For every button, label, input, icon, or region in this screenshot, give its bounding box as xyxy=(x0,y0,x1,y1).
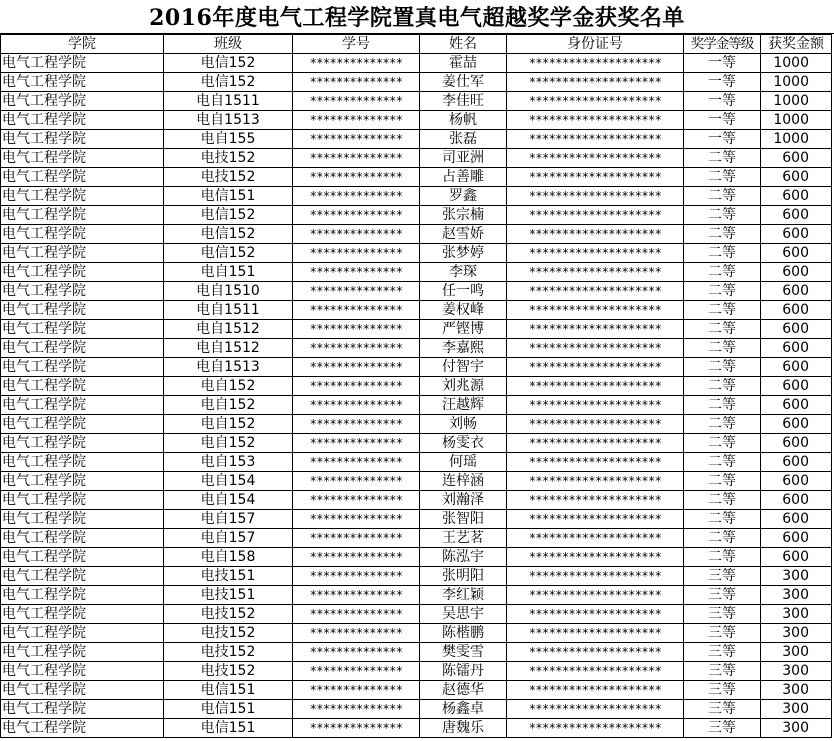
cell-class: 电信152 xyxy=(164,225,293,244)
cell-amount: 600 xyxy=(761,548,832,567)
cell-level: 二等 xyxy=(684,415,761,434)
cell-college: 电气工程学院 xyxy=(1,54,164,73)
cell-class: 电信151 xyxy=(164,700,293,719)
cell-level: 三等 xyxy=(684,719,761,738)
cell-class: 电自154 xyxy=(164,472,293,491)
cell-name: 李红颖 xyxy=(420,586,507,605)
table-row xyxy=(1,168,832,187)
cell-student-id: ************** xyxy=(293,244,420,263)
cell-college: 电气工程学院 xyxy=(1,358,164,377)
cell-name: 罗鑫 xyxy=(420,187,507,206)
cell-student-id: ************** xyxy=(293,263,420,282)
cell-amount: 600 xyxy=(761,244,832,263)
cell-id-number: ******************** xyxy=(507,662,684,681)
cell-student-id: ************** xyxy=(293,510,420,529)
cell-student-id: ************** xyxy=(293,567,420,586)
cell-class: 电自1512 xyxy=(164,339,293,358)
cell-student-id: ************** xyxy=(293,225,420,244)
cell-amount: 300 xyxy=(761,605,832,624)
cell-level: 二等 xyxy=(684,263,761,282)
cell-student-id: ************** xyxy=(293,282,420,301)
cell-college: 电气工程学院 xyxy=(1,168,164,187)
cell-amount: 600 xyxy=(761,339,832,358)
cell-level: 二等 xyxy=(684,206,761,225)
table-row xyxy=(1,206,832,225)
cell-amount: 300 xyxy=(761,567,832,586)
cell-id-number: ******************** xyxy=(507,339,684,358)
cell-level: 二等 xyxy=(684,529,761,548)
cell-class: 电信152 xyxy=(164,244,293,263)
cell-name: 严铿博 xyxy=(420,320,507,339)
cell-name: 杨帆 xyxy=(420,111,507,130)
cell-college: 电气工程学院 xyxy=(1,206,164,225)
cell-level: 三等 xyxy=(684,643,761,662)
cell-level: 三等 xyxy=(684,681,761,700)
cell-id-number: ******************** xyxy=(507,624,684,643)
cell-student-id: ************** xyxy=(293,358,420,377)
table-row xyxy=(1,377,832,396)
cell-class: 电信152 xyxy=(164,206,293,225)
cell-level: 二等 xyxy=(684,396,761,415)
cell-class: 电自152 xyxy=(164,377,293,396)
table-row xyxy=(1,92,832,111)
cell-college: 电气工程学院 xyxy=(1,92,164,111)
cell-student-id: ************** xyxy=(293,168,420,187)
cell-class: 电自155 xyxy=(164,130,293,149)
cell-class: 电信151 xyxy=(164,719,293,738)
cell-amount: 600 xyxy=(761,320,832,339)
cell-amount: 600 xyxy=(761,377,832,396)
table-body xyxy=(1,54,832,738)
cell-amount: 600 xyxy=(761,529,832,548)
table-row xyxy=(1,111,832,130)
cell-college: 电气工程学院 xyxy=(1,605,164,624)
cell-student-id: ************** xyxy=(293,339,420,358)
cell-level: 二等 xyxy=(684,301,761,320)
cell-name: 霍喆 xyxy=(420,54,507,73)
cell-class: 电自157 xyxy=(164,510,293,529)
cell-college: 电气工程学院 xyxy=(1,491,164,510)
header-class: 班级 xyxy=(164,35,293,54)
cell-id-number: ******************** xyxy=(507,491,684,510)
cell-level: 二等 xyxy=(684,453,761,472)
cell-id-number: ******************** xyxy=(507,719,684,738)
cell-amount: 300 xyxy=(761,700,832,719)
cell-college: 电气工程学院 xyxy=(1,453,164,472)
cell-student-id: ************** xyxy=(293,605,420,624)
table-row xyxy=(1,415,832,434)
table-row xyxy=(1,358,832,377)
cell-amount: 600 xyxy=(761,168,832,187)
table-row xyxy=(1,453,832,472)
cell-college: 电气工程学院 xyxy=(1,510,164,529)
cell-name: 何瑶 xyxy=(420,453,507,472)
cell-student-id: ************** xyxy=(293,719,420,738)
cell-college: 电气工程学院 xyxy=(1,529,164,548)
cell-college: 电气工程学院 xyxy=(1,320,164,339)
table-row xyxy=(1,225,832,244)
cell-student-id: ************** xyxy=(293,92,420,111)
cell-id-number: ******************** xyxy=(507,320,684,339)
cell-student-id: ************** xyxy=(293,700,420,719)
cell-student-id: ************** xyxy=(293,377,420,396)
cell-college: 电气工程学院 xyxy=(1,472,164,491)
cell-student-id: ************** xyxy=(293,662,420,681)
cell-name: 赵雪娇 xyxy=(420,225,507,244)
award-table xyxy=(0,34,832,738)
cell-college: 电气工程学院 xyxy=(1,624,164,643)
cell-amount: 600 xyxy=(761,491,832,510)
table-row xyxy=(1,130,832,149)
cell-college: 电气工程学院 xyxy=(1,377,164,396)
cell-id-number: ******************** xyxy=(507,358,684,377)
table-row xyxy=(1,719,832,738)
cell-id-number: ******************** xyxy=(507,396,684,415)
cell-name: 张宗楠 xyxy=(420,206,507,225)
cell-college: 电气工程学院 xyxy=(1,111,164,130)
cell-amount: 600 xyxy=(761,510,832,529)
cell-student-id: ************** xyxy=(293,301,420,320)
cell-student-id: ************** xyxy=(293,472,420,491)
cell-id-number: ******************** xyxy=(507,434,684,453)
cell-student-id: ************** xyxy=(293,586,420,605)
cell-level: 一等 xyxy=(684,92,761,111)
cell-amount: 600 xyxy=(761,263,832,282)
table-row xyxy=(1,434,832,453)
cell-class: 电自152 xyxy=(164,434,293,453)
cell-level: 二等 xyxy=(684,320,761,339)
cell-id-number: ******************** xyxy=(507,187,684,206)
cell-id-number: ******************** xyxy=(507,605,684,624)
cell-class: 电技152 xyxy=(164,624,293,643)
table-row xyxy=(1,510,832,529)
cell-amount: 600 xyxy=(761,472,832,491)
cell-amount: 600 xyxy=(761,453,832,472)
table-row xyxy=(1,54,832,73)
header-student-id: 学号 xyxy=(293,35,420,54)
cell-college: 电气工程学院 xyxy=(1,149,164,168)
cell-college: 电气工程学院 xyxy=(1,130,164,149)
cell-id-number: ******************** xyxy=(507,206,684,225)
cell-name: 张明阳 xyxy=(420,567,507,586)
cell-id-number: ******************** xyxy=(507,73,684,92)
table-row xyxy=(1,700,832,719)
table-row xyxy=(1,624,832,643)
cell-student-id: ************** xyxy=(293,396,420,415)
cell-class: 电信151 xyxy=(164,187,293,206)
cell-student-id: ************** xyxy=(293,681,420,700)
cell-class: 电技151 xyxy=(164,567,293,586)
cell-student-id: ************** xyxy=(293,130,420,149)
cell-class: 电自154 xyxy=(164,491,293,510)
table-row xyxy=(1,491,832,510)
cell-name: 姜权峰 xyxy=(420,301,507,320)
cell-id-number: ******************** xyxy=(507,225,684,244)
cell-class: 电信152 xyxy=(164,73,293,92)
cell-student-id: ************** xyxy=(293,54,420,73)
cell-class: 电技152 xyxy=(164,149,293,168)
cell-id-number: ******************** xyxy=(507,586,684,605)
cell-level: 二等 xyxy=(684,377,761,396)
cell-level: 二等 xyxy=(684,187,761,206)
cell-college: 电气工程学院 xyxy=(1,548,164,567)
cell-name: 张梦婷 xyxy=(420,244,507,263)
cell-college: 电气工程学院 xyxy=(1,396,164,415)
cell-amount: 300 xyxy=(761,624,832,643)
cell-class: 电技151 xyxy=(164,586,293,605)
cell-level: 三等 xyxy=(684,605,761,624)
cell-college: 电气工程学院 xyxy=(1,225,164,244)
cell-id-number: ******************** xyxy=(507,111,684,130)
table-row xyxy=(1,643,832,662)
cell-student-id: ************** xyxy=(293,643,420,662)
cell-name: 赵德华 xyxy=(420,681,507,700)
cell-name: 张智阳 xyxy=(420,510,507,529)
cell-class: 电自1513 xyxy=(164,111,293,130)
cell-class: 电技152 xyxy=(164,662,293,681)
cell-student-id: ************** xyxy=(293,491,420,510)
cell-name: 司亚洲 xyxy=(420,149,507,168)
table-row xyxy=(1,282,832,301)
page-title: 2016年度电气工程学院置真电气超越奖学金获奖名单 xyxy=(0,0,834,34)
cell-college: 电气工程学院 xyxy=(1,301,164,320)
cell-college: 电气工程学院 xyxy=(1,662,164,681)
table-row xyxy=(1,320,832,339)
cell-student-id: ************** xyxy=(293,434,420,453)
cell-amount: 600 xyxy=(761,415,832,434)
cell-class: 电技152 xyxy=(164,168,293,187)
cell-level: 二等 xyxy=(684,491,761,510)
cell-name: 陈楷鹏 xyxy=(420,624,507,643)
cell-level: 三等 xyxy=(684,700,761,719)
cell-id-number: ******************** xyxy=(507,244,684,263)
table-row xyxy=(1,681,832,700)
cell-amount: 600 xyxy=(761,396,832,415)
cell-amount: 600 xyxy=(761,206,832,225)
cell-college: 电气工程学院 xyxy=(1,282,164,301)
cell-level: 二等 xyxy=(684,149,761,168)
cell-name: 占善雕 xyxy=(420,168,507,187)
cell-amount: 600 xyxy=(761,225,832,244)
cell-name: 付智宇 xyxy=(420,358,507,377)
cell-college: 电气工程学院 xyxy=(1,415,164,434)
cell-college: 电气工程学院 xyxy=(1,700,164,719)
table-row xyxy=(1,472,832,491)
cell-level: 一等 xyxy=(684,73,761,92)
cell-college: 电气工程学院 xyxy=(1,586,164,605)
cell-id-number: ******************** xyxy=(507,415,684,434)
cell-class: 电自153 xyxy=(164,453,293,472)
cell-level: 二等 xyxy=(684,510,761,529)
cell-class: 电自1513 xyxy=(164,358,293,377)
cell-name: 唐魏乐 xyxy=(420,719,507,738)
cell-id-number: ******************** xyxy=(507,567,684,586)
cell-amount: 600 xyxy=(761,358,832,377)
cell-id-number: ******************** xyxy=(507,681,684,700)
cell-class: 电技152 xyxy=(164,605,293,624)
cell-level: 二等 xyxy=(684,472,761,491)
cell-class: 电技152 xyxy=(164,643,293,662)
cell-name: 吴思宇 xyxy=(420,605,507,624)
cell-class: 电自1510 xyxy=(164,282,293,301)
cell-amount: 300 xyxy=(761,586,832,605)
cell-amount: 300 xyxy=(761,681,832,700)
cell-college: 电气工程学院 xyxy=(1,244,164,263)
table-row xyxy=(1,301,832,320)
cell-id-number: ******************** xyxy=(507,149,684,168)
cell-name: 杨雯衣 xyxy=(420,434,507,453)
cell-amount: 1000 xyxy=(761,73,832,92)
cell-id-number: ******************** xyxy=(507,548,684,567)
cell-student-id: ************** xyxy=(293,320,420,339)
cell-class: 电自151 xyxy=(164,263,293,282)
cell-level: 三等 xyxy=(684,567,761,586)
cell-id-number: ******************** xyxy=(507,643,684,662)
cell-class: 电自1512 xyxy=(164,320,293,339)
cell-level: 一等 xyxy=(684,54,761,73)
cell-name: 任一鸣 xyxy=(420,282,507,301)
cell-name: 刘畅 xyxy=(420,415,507,434)
header-row xyxy=(1,35,832,54)
cell-level: 三等 xyxy=(684,624,761,643)
cell-name: 刘瀚泽 xyxy=(420,491,507,510)
cell-name: 连梓涵 xyxy=(420,472,507,491)
table-row xyxy=(1,149,832,168)
cell-level: 三等 xyxy=(684,662,761,681)
cell-name: 樊雯雪 xyxy=(420,643,507,662)
cell-amount: 1000 xyxy=(761,92,832,111)
table-row xyxy=(1,567,832,586)
cell-student-id: ************** xyxy=(293,73,420,92)
cell-college: 电气工程学院 xyxy=(1,434,164,453)
cell-amount: 600 xyxy=(761,301,832,320)
cell-college: 电气工程学院 xyxy=(1,187,164,206)
cell-level: 二等 xyxy=(684,548,761,567)
cell-level: 二等 xyxy=(684,225,761,244)
cell-amount: 600 xyxy=(761,434,832,453)
cell-class: 电自1511 xyxy=(164,92,293,111)
table-row xyxy=(1,396,832,415)
cell-level: 二等 xyxy=(684,358,761,377)
cell-college: 电气工程学院 xyxy=(1,643,164,662)
cell-class: 电自158 xyxy=(164,548,293,567)
header-college: 学院 xyxy=(1,35,164,54)
cell-id-number: ******************** xyxy=(507,54,684,73)
cell-class: 电自152 xyxy=(164,415,293,434)
header-level: 奖学金等级 xyxy=(684,35,761,54)
cell-id-number: ******************** xyxy=(507,301,684,320)
cell-name: 李琛 xyxy=(420,263,507,282)
cell-student-id: ************** xyxy=(293,206,420,225)
table-row xyxy=(1,339,832,358)
cell-id-number: ******************** xyxy=(507,282,684,301)
cell-id-number: ******************** xyxy=(507,510,684,529)
cell-student-id: ************** xyxy=(293,624,420,643)
cell-student-id: ************** xyxy=(293,187,420,206)
cell-student-id: ************** xyxy=(293,149,420,168)
cell-student-id: ************** xyxy=(293,453,420,472)
cell-amount: 300 xyxy=(761,643,832,662)
cell-class: 电自1511 xyxy=(164,301,293,320)
cell-name: 陈泓宇 xyxy=(420,548,507,567)
table-row xyxy=(1,548,832,567)
table-row xyxy=(1,586,832,605)
cell-college: 电气工程学院 xyxy=(1,339,164,358)
cell-id-number: ******************** xyxy=(507,168,684,187)
cell-name: 刘兆源 xyxy=(420,377,507,396)
cell-name: 陈镭丹 xyxy=(420,662,507,681)
cell-id-number: ******************** xyxy=(507,700,684,719)
cell-level: 一等 xyxy=(684,130,761,149)
cell-id-number: ******************** xyxy=(507,130,684,149)
cell-level: 三等 xyxy=(684,586,761,605)
cell-amount: 600 xyxy=(761,149,832,168)
cell-name: 汪越辉 xyxy=(420,396,507,415)
cell-name: 姜仕军 xyxy=(420,73,507,92)
table-row xyxy=(1,605,832,624)
cell-level: 二等 xyxy=(684,282,761,301)
cell-college: 电气工程学院 xyxy=(1,73,164,92)
cell-college: 电气工程学院 xyxy=(1,719,164,738)
table-row xyxy=(1,244,832,263)
cell-college: 电气工程学院 xyxy=(1,567,164,586)
header-name: 姓名 xyxy=(420,35,507,54)
cell-amount: 600 xyxy=(761,187,832,206)
cell-name: 王艺茗 xyxy=(420,529,507,548)
cell-name: 李嘉熙 xyxy=(420,339,507,358)
table-row xyxy=(1,529,832,548)
cell-level: 二等 xyxy=(684,244,761,263)
cell-id-number: ******************** xyxy=(507,263,684,282)
table-row xyxy=(1,263,832,282)
cell-name: 杨鑫卓 xyxy=(420,700,507,719)
cell-id-number: ******************** xyxy=(507,472,684,491)
cell-class: 电信151 xyxy=(164,681,293,700)
cell-id-number: ******************** xyxy=(507,92,684,111)
cell-amount: 600 xyxy=(761,282,832,301)
cell-student-id: ************** xyxy=(293,415,420,434)
cell-name: 张磊 xyxy=(420,130,507,149)
cell-amount: 1000 xyxy=(761,130,832,149)
cell-amount: 1000 xyxy=(761,111,832,130)
cell-amount: 300 xyxy=(761,662,832,681)
cell-class: 电自152 xyxy=(164,396,293,415)
cell-amount: 300 xyxy=(761,719,832,738)
cell-student-id: ************** xyxy=(293,548,420,567)
cell-class: 电信152 xyxy=(164,54,293,73)
cell-id-number: ******************** xyxy=(507,529,684,548)
cell-class: 电自157 xyxy=(164,529,293,548)
cell-id-number: ******************** xyxy=(507,453,684,472)
cell-level: 二等 xyxy=(684,434,761,453)
cell-id-number: ******************** xyxy=(507,377,684,396)
cell-student-id: ************** xyxy=(293,111,420,130)
cell-college: 电气工程学院 xyxy=(1,681,164,700)
cell-level: 二等 xyxy=(684,339,761,358)
table-row xyxy=(1,73,832,92)
header-id-number: 身份证号 xyxy=(507,35,684,54)
cell-name: 李佳旺 xyxy=(420,92,507,111)
table-row xyxy=(1,662,832,681)
cell-student-id: ************** xyxy=(293,529,420,548)
cell-level: 一等 xyxy=(684,111,761,130)
table-row xyxy=(1,187,832,206)
cell-level: 二等 xyxy=(684,168,761,187)
header-amount: 获奖金额 xyxy=(761,35,832,54)
cell-college: 电气工程学院 xyxy=(1,263,164,282)
cell-amount: 1000 xyxy=(761,54,832,73)
